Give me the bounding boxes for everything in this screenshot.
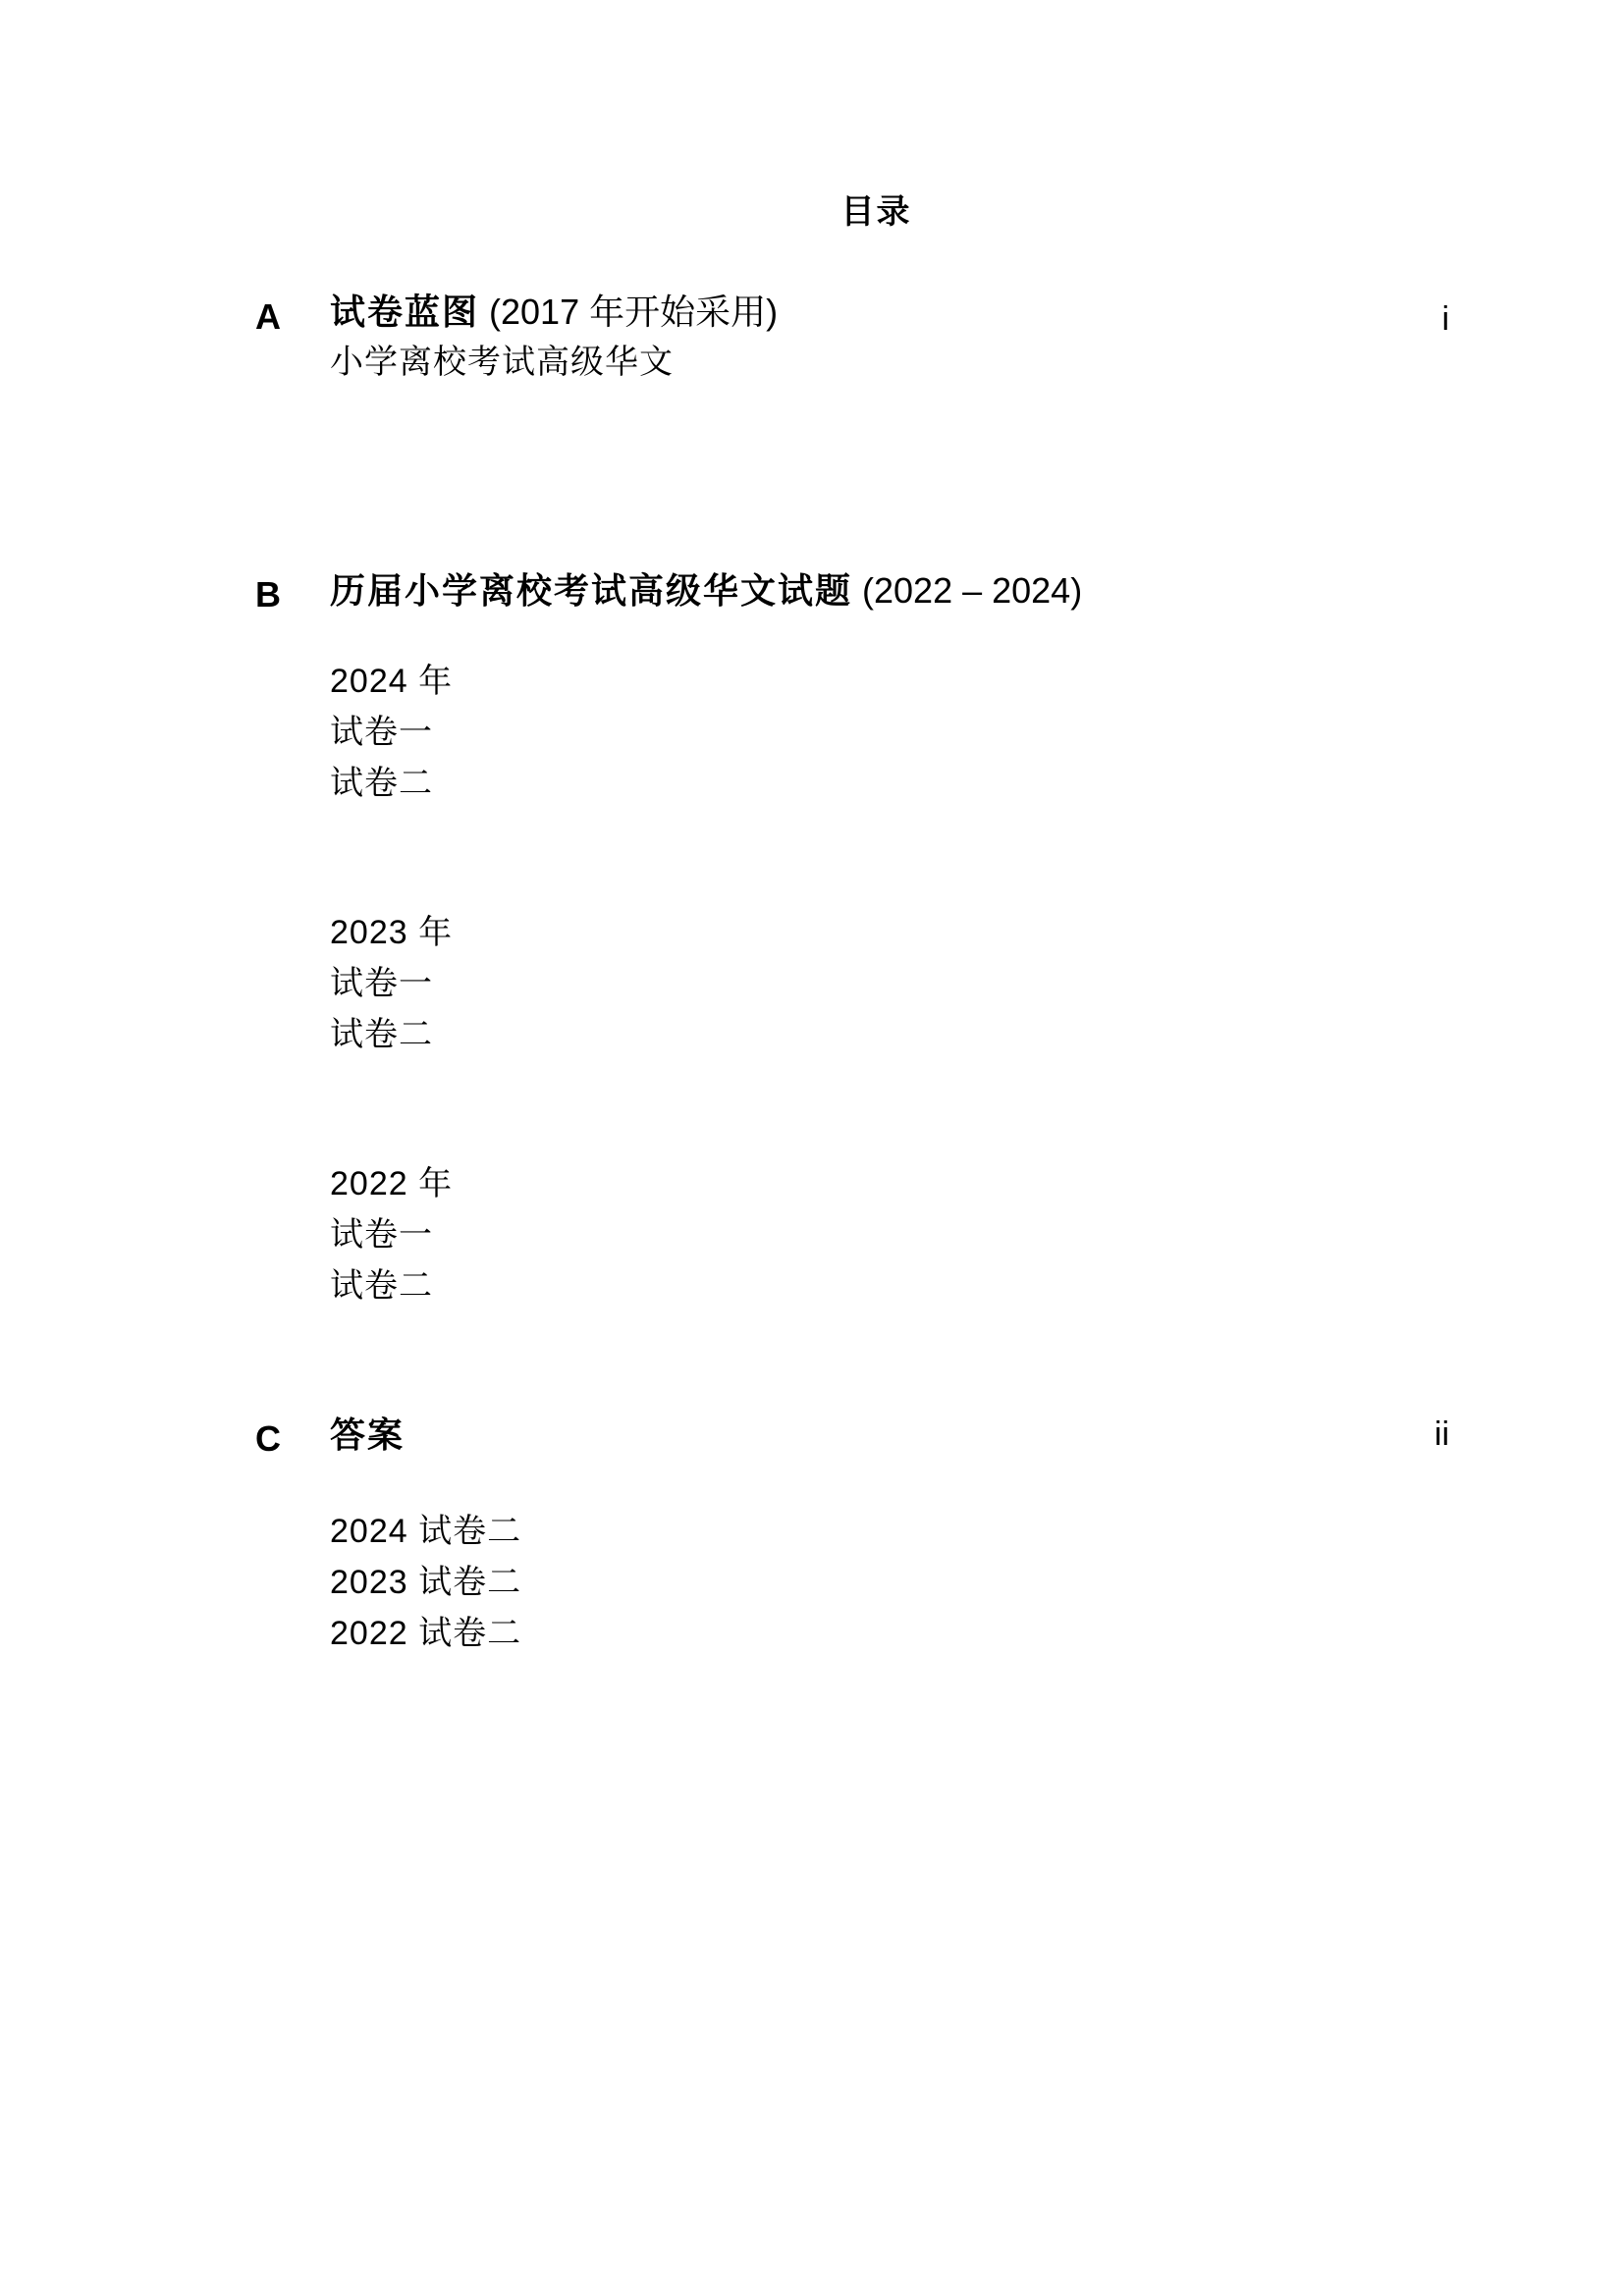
year-2022-paper-2: 试卷二 (330, 1267, 433, 1305)
section-c-heading (330, 1414, 405, 1456)
answer-item: 2024 试卷二 (330, 1513, 522, 1550)
page-title: 目录 (840, 193, 912, 231)
section-c-heading-bold: 答案 (330, 1415, 406, 1455)
section-a-page-number: i (1441, 300, 1449, 338)
section-a-letter: A (255, 296, 281, 337)
section-b-letter: B (255, 574, 281, 614)
section-c-letter: C (255, 1418, 281, 1459)
year-2022-label: 2022 年 (330, 1165, 454, 1202)
year-2024-paper-2: 试卷二 (330, 765, 433, 802)
answer-item: 2022 试卷二 (330, 1615, 522, 1652)
section-c-page-number: ii (1434, 1415, 1449, 1453)
year-2024-label: 2024 年 (330, 663, 454, 700)
answer-item: 2023 试卷二 (330, 1564, 522, 1601)
section-a-subtitle: 小学离校考试高级华文 (330, 344, 674, 381)
section-b-heading-rest: (2022 – 2024) (852, 570, 1083, 611)
section-b-heading (330, 569, 1082, 612)
year-2023-label: 2023 年 (330, 914, 454, 951)
year-2023-paper-1: 试卷一 (330, 965, 433, 1002)
section-b-heading-bold: 历届小学离校考试高级华文试题 (330, 570, 853, 611)
year-2022-paper-1: 试卷一 (330, 1216, 433, 1254)
year-2023-paper-2: 试卷二 (330, 1016, 433, 1053)
section-a-heading-bold: 试卷蓝图 (330, 292, 480, 332)
section-a-heading-rest: (2017 年开始采用) (479, 292, 779, 332)
section-a-heading (330, 291, 778, 333)
year-2024-paper-1: 试卷一 (330, 714, 433, 751)
